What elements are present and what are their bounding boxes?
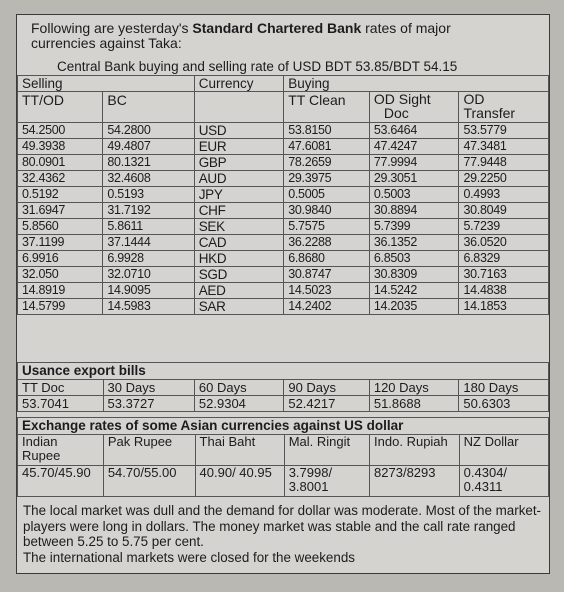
rate-cell: 0.5192 <box>18 187 103 203</box>
col-tt-clean: TT Clean <box>284 92 370 123</box>
rate-cell: 14.5023 <box>284 283 370 299</box>
asian-head-cell: Thai Baht <box>195 435 284 466</box>
currency-code: CHF <box>194 203 284 219</box>
usance-head-cell: 60 Days <box>194 380 283 396</box>
rate-cell: 6.9916 <box>18 251 103 267</box>
bank-name: Standard Chartered Bank <box>192 20 362 36</box>
asian-title: Exchange rates of some Asian currencies against US dollar <box>18 418 549 435</box>
currency-code: JPY <box>194 187 284 203</box>
asian-head-cell: Indo. Rupiah <box>370 435 460 466</box>
rate-row <box>18 299 549 315</box>
asian-table <box>17 417 549 497</box>
usance-vals-cell: 53.3727 <box>103 396 194 412</box>
rate-row <box>18 123 549 139</box>
rate-cell: 54.2800 <box>103 123 194 139</box>
rate-cell: 30.9840 <box>284 203 370 219</box>
rate-cell: 32.050 <box>18 267 103 283</box>
rate-cell: 0.4993 <box>459 187 549 203</box>
rate-cell: 5.7399 <box>369 219 459 235</box>
rate-cell: 0.5193 <box>103 187 194 203</box>
currency-code: CAD <box>194 235 284 251</box>
rate-row <box>18 171 549 187</box>
rate-cell: 14.4838 <box>459 283 549 299</box>
asian-vals-cell: 40.90/ 40.95 <box>195 466 284 497</box>
rate-cell: 53.8150 <box>284 123 370 139</box>
rate-cell: 32.4362 <box>18 171 103 187</box>
rate-cell: 5.8560 <box>18 219 103 235</box>
rate-cell: 29.2250 <box>459 171 549 187</box>
intro-suffix: rates of major <box>365 20 451 36</box>
currency-code: HKD <box>194 251 284 267</box>
rate-row <box>18 235 549 251</box>
rate-cell: 49.4807 <box>103 139 194 155</box>
rate-cell: 6.8680 <box>284 251 370 267</box>
rate-row <box>18 283 549 299</box>
rate-cell: 6.8329 <box>459 251 549 267</box>
rate-cell: 47.4247 <box>369 139 459 155</box>
rate-cell: 31.6947 <box>18 203 103 219</box>
rate-cell: 77.9448 <box>459 155 549 171</box>
rate-cell: 30.8049 <box>459 203 549 219</box>
usance-vals-cell: 52.9304 <box>194 396 283 412</box>
intro-prefix: Following are yesterday's <box>31 20 189 36</box>
buying-label: Buying <box>284 76 549 92</box>
rate-cell: 30.7163 <box>459 267 549 283</box>
rate-cell: 77.9994 <box>369 155 459 171</box>
rate-row <box>18 203 549 219</box>
rate-cell: 5.7239 <box>459 219 549 235</box>
rate-cell: 14.8919 <box>18 283 103 299</box>
rate-cell: 0.5005 <box>284 187 370 203</box>
asian-head-cell: NZ Dollar <box>459 435 548 466</box>
rate-cell: 29.3975 <box>284 171 370 187</box>
usance-vals-cell: 53.7041 <box>18 396 104 412</box>
asian-vals-cell: 0.4304/ 0.4311 <box>459 466 548 497</box>
rate-cell: 78.2659 <box>284 155 370 171</box>
rate-cell: 53.5779 <box>459 123 549 139</box>
rate-row <box>18 219 549 235</box>
currency-code: SEK <box>194 219 284 235</box>
rate-row <box>18 155 549 171</box>
rate-cell: 37.1444 <box>103 235 194 251</box>
rate-cell: 80.1321 <box>103 155 194 171</box>
usance-vals-cell: 50.6303 <box>459 396 549 412</box>
currency-code: USD <box>194 123 284 139</box>
rate-row <box>18 187 549 203</box>
rate-row <box>18 139 549 155</box>
usance-title: Usance export bills <box>18 363 549 380</box>
rates-table <box>17 75 549 315</box>
usance-head-cell: TT Doc <box>18 380 104 396</box>
rate-cell: 14.5242 <box>369 283 459 299</box>
usance-head-cell: 120 Days <box>369 380 459 396</box>
usance-head-cell: 90 Days <box>284 380 370 396</box>
currency-code: SGD <box>194 267 284 283</box>
rate-cell: 32.0710 <box>103 267 194 283</box>
market-commentary <box>23 503 545 565</box>
rate-row <box>18 251 549 267</box>
usance-vals-cell: 51.8688 <box>369 396 459 412</box>
currency-code: AED <box>194 283 284 299</box>
rate-cell: 36.2288 <box>284 235 370 251</box>
rate-cell: 53.6464 <box>369 123 459 139</box>
rate-row <box>18 267 549 283</box>
currency-code: SAR <box>194 299 284 315</box>
col-od-sight: OD Sight Doc <box>369 92 459 123</box>
rate-cell: 14.2035 <box>369 299 459 315</box>
usance-head-cell: 30 Days <box>103 380 194 396</box>
rate-cell: 6.8503 <box>369 251 459 267</box>
rate-cell: 5.8611 <box>103 219 194 235</box>
asian-vals-cell: 54.70/55.00 <box>103 466 195 497</box>
currency-label: Currency <box>194 76 284 92</box>
currency-code: GBP <box>194 155 284 171</box>
rate-cell: 37.1199 <box>18 235 103 251</box>
col-od-transfer: OD Transfer <box>459 92 549 123</box>
rate-cell: 30.8309 <box>369 267 459 283</box>
footer-text-1: The local market was dull and the demand for dollar was moderate. Most of the market-players were long in dollars. The money market was stable and the call rate ranged between 5.25 to 5.75 per cent. <box>23 503 542 549</box>
currency-code: EUR <box>194 139 284 155</box>
rate-cell: 30.8747 <box>284 267 370 283</box>
col-tt-od: TT/OD <box>18 92 103 123</box>
asian-vals-cell: 45.70/45.90 <box>18 466 104 497</box>
rate-cell: 14.2402 <box>284 299 370 315</box>
rate-cell: 49.3938 <box>18 139 103 155</box>
rate-cell: 30.8894 <box>369 203 459 219</box>
rate-cell: 14.9095 <box>103 283 194 299</box>
rate-cell: 14.5983 <box>103 299 194 315</box>
asian-vals-cell: 3.7998/ 3.8001 <box>284 466 369 497</box>
rate-cell: 36.1352 <box>369 235 459 251</box>
usance-vals-cell: 52.4217 <box>284 396 370 412</box>
rate-cell: 31.7192 <box>103 203 194 219</box>
usance-table <box>17 362 549 412</box>
rate-cell: 32.4608 <box>103 171 194 187</box>
rate-cell: 29.3051 <box>369 171 459 187</box>
intro-text <box>17 17 549 51</box>
selling-label: Selling <box>18 76 195 92</box>
rate-cell: 47.6081 <box>284 139 370 155</box>
col-bc: BC <box>103 92 194 123</box>
footer-text-2: The international markets were closed for the weekends <box>23 549 355 565</box>
asian-head-cell: Mal. Ringit <box>284 435 369 466</box>
rate-cell: 0.5003 <box>369 187 459 203</box>
asian-head-cell: Pak Rupee <box>103 435 195 466</box>
rate-cell: 14.1853 <box>459 299 549 315</box>
rate-cell: 6.9928 <box>103 251 194 267</box>
usance-head-cell: 180 Days <box>459 380 549 396</box>
currency-code: AUD <box>194 171 284 187</box>
rates-clipping <box>16 14 550 574</box>
asian-vals-cell: 8273/8293 <box>370 466 460 497</box>
rate-cell: 80.0901 <box>18 155 103 171</box>
rate-cell: 14.5799 <box>18 299 103 315</box>
central-bank-rate: Central Bank buying and selling rate of USD BDT 53.85/BDT 54.15 <box>57 59 458 74</box>
rate-cell: 47.3481 <box>459 139 549 155</box>
rate-cell: 5.7575 <box>284 219 370 235</box>
rate-cell: 36.0520 <box>459 235 549 251</box>
intro-line2: currencies against Taka: <box>31 35 182 51</box>
rate-cell: 54.2500 <box>18 123 103 139</box>
asian-head-cell: Indian Rupee <box>18 435 104 466</box>
